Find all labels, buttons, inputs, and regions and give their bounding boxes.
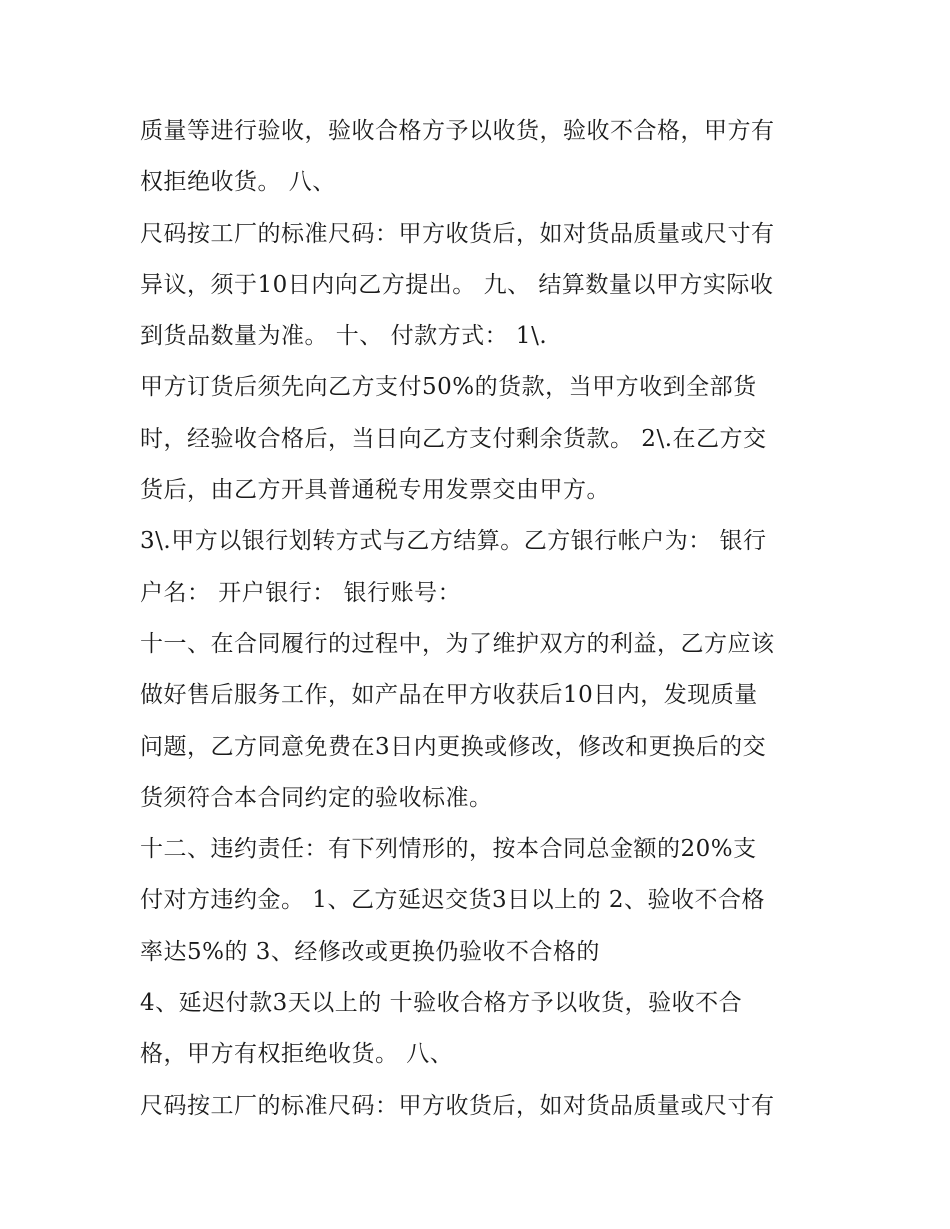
text-line: 尺码按工厂的标准尺码：甲方收货后，如对货品质量或尺寸有 <box>140 220 775 247</box>
text-line: 时，经验收合格后，当日向乙方支付剩余货款。 2\.在乙方交 <box>140 425 767 452</box>
text-line: 3\.甲方以银行划转方式与乙方结算。乙方银行帐户为： 银行 <box>140 528 767 555</box>
text-line: 付对方违约金。 1、乙方延迟交货3日以上的 2、验收不合格 <box>140 887 766 914</box>
text-line: 格，甲方有权拒绝收货。 八、 <box>140 1041 454 1068</box>
text-line: 货须符合本合同约定的验收标准。 <box>140 784 493 811</box>
text-line: 货后，由乙方开具普通税专用发票交由甲方。 <box>140 477 610 504</box>
text-line: 权拒绝收货。 八、 <box>140 169 336 196</box>
text-line: 尺码按工厂的标准尺码：甲方收货后，如对货品质量或尺寸有 <box>140 1092 775 1119</box>
text-line: 户名： 开户银行： 银行账号： <box>140 579 462 606</box>
text-line: 做好售后服务工作，如产品在甲方收获后10日内，发现质量 <box>140 682 758 709</box>
text-line: 十一、在合同履行的过程中，为了维护双方的利益，乙方应该 <box>140 630 775 657</box>
text-line: 4、延迟付款3天以上的 十验收合格方予以收货，验收不合 <box>140 990 743 1017</box>
text-line: 问题，乙方同意免费在3日内更换或修改，修改和更换后的交 <box>140 733 767 760</box>
text-line: 率达5%的 3、经修改或更换仍验收不合格的 <box>140 938 600 965</box>
text-line: 质量等进行验收，验收合格方予以收货，验收不合格，甲方有 <box>140 118 775 144</box>
text-line: 到货品数量为准。 十、 付款方式： 1\. <box>140 323 548 350</box>
text-line: 甲方订货后须先向乙方支付50%的货款，当甲方收到全部货 <box>140 374 757 401</box>
text-line: 异议，须于10日内向乙方提出。 九、 结算数量以甲方实际收 <box>140 271 774 298</box>
text-line: 十二、违约责任：有下列情形的，按本合同总金额的20%支 <box>140 836 757 863</box>
contract-text-body <box>140 106 830 1132</box>
